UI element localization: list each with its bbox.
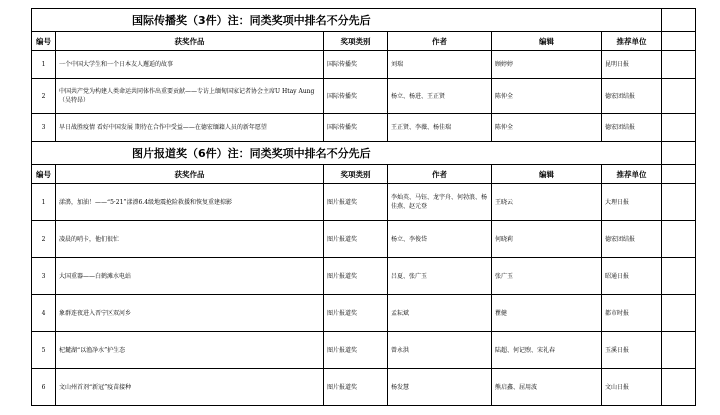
col-header-category: 奖项类别 bbox=[324, 165, 388, 184]
blank-cell bbox=[662, 9, 696, 32]
awards-sheet bbox=[31, 8, 695, 406]
row-category: 图片报道奖 bbox=[324, 332, 388, 369]
blank-cell bbox=[662, 51, 696, 79]
col-header-author: 作者 bbox=[388, 32, 492, 51]
row-editor: 张广玉 bbox=[492, 258, 602, 295]
blank-cell bbox=[662, 165, 696, 184]
row-unit: 德宏团结报 bbox=[602, 221, 662, 258]
row-no: 2 bbox=[32, 221, 56, 258]
row-work: 凌晨的哨卡，他们很忙 bbox=[56, 221, 324, 258]
row-editor: 瞿健 bbox=[492, 295, 602, 332]
col-header-no: 编号 bbox=[32, 32, 56, 51]
col-header-work: 获奖作品 bbox=[56, 32, 324, 51]
row-category: 图片报道奖 bbox=[324, 221, 388, 258]
row-unit: 文山日报 bbox=[602, 369, 662, 406]
row-editor: 顾婷婷 bbox=[492, 51, 602, 79]
col-header-unit: 推荐单位 bbox=[602, 165, 662, 184]
row-category: 国际传播奖 bbox=[324, 79, 388, 114]
row-work: 中国共产党为构建人类命运共同体作出重要贡献——专访上缅甸国家记者协会主席U Htay Aung（吴特昂） bbox=[56, 79, 324, 114]
row-author: 李灿英、马钰、龙宇舟、何勃浪、杨佳燕、赵元登 bbox=[388, 184, 492, 221]
blank-cell bbox=[662, 369, 696, 406]
row-editor: 陈仲全 bbox=[492, 79, 602, 114]
blank-cell bbox=[662, 221, 696, 258]
blank-cell bbox=[662, 142, 696, 165]
row-unit: 大理日报 bbox=[602, 184, 662, 221]
row-no: 1 bbox=[32, 51, 56, 79]
row-no: 3 bbox=[32, 258, 56, 295]
blank-cell bbox=[662, 332, 696, 369]
blank-cell bbox=[662, 79, 696, 114]
row-author: 杨发慧 bbox=[388, 369, 492, 406]
table-row bbox=[32, 221, 696, 258]
col-header-author: 作者 bbox=[388, 165, 492, 184]
col-header-editor: 编辑 bbox=[492, 165, 602, 184]
row-author: 王正贤、李薇、杨佳瑞 bbox=[388, 114, 492, 142]
row-work: 大国重器——白鹤滩水电站 bbox=[56, 258, 324, 295]
row-no: 1 bbox=[32, 184, 56, 221]
table-row bbox=[32, 332, 696, 369]
section2-header-row bbox=[32, 165, 696, 184]
row-editor: 熊启鑫、屈用波 bbox=[492, 369, 602, 406]
row-work: 早日战胜疫情 看好中国发展 期待在合作中受益——在德宏缅籍人员的新年愿望 bbox=[56, 114, 324, 142]
row-editor: 何晓莉 bbox=[492, 221, 602, 258]
row-editor: 陆超、何记煦、宋礼春 bbox=[492, 332, 602, 369]
row-category: 图片报道奖 bbox=[324, 295, 388, 332]
table-row bbox=[32, 369, 696, 406]
row-no: 5 bbox=[32, 332, 56, 369]
section1-title-row bbox=[32, 9, 696, 32]
col-header-work: 获奖作品 bbox=[56, 165, 324, 184]
row-author: 孟耘斌 bbox=[388, 295, 492, 332]
section1-header-row bbox=[32, 32, 696, 51]
table-row bbox=[32, 79, 696, 114]
blank-cell bbox=[662, 258, 696, 295]
row-no: 4 bbox=[32, 295, 56, 332]
row-no: 2 bbox=[32, 79, 56, 114]
row-category: 图片报道奖 bbox=[324, 184, 388, 221]
row-editor: 王晓云 bbox=[492, 184, 602, 221]
row-author: 杨立、杨进、王正贤 bbox=[388, 79, 492, 114]
table-row bbox=[32, 295, 696, 332]
section1-title: 国际传播奖（3件）注：同类奖项中排名不分先后 bbox=[32, 9, 662, 32]
row-editor: 陈仲全 bbox=[492, 114, 602, 142]
row-author: 曾永洪 bbox=[388, 332, 492, 369]
blank-cell bbox=[662, 295, 696, 332]
table-row bbox=[32, 51, 696, 79]
row-no: 6 bbox=[32, 369, 56, 406]
row-unit: 昆明日报 bbox=[602, 51, 662, 79]
row-unit: 德宏团结报 bbox=[602, 79, 662, 114]
row-unit: 玉溪日报 bbox=[602, 332, 662, 369]
row-work: 一个中国大学生和一个日本友人邂逅的故事 bbox=[56, 51, 324, 79]
col-header-unit: 推荐单位 bbox=[602, 32, 662, 51]
col-header-no: 编号 bbox=[32, 165, 56, 184]
row-work: 杞麓湖“以渔净水”护生态 bbox=[56, 332, 324, 369]
row-unit: 昭通日报 bbox=[602, 258, 662, 295]
row-work: 象群连夜进入晋宁区双河乡 bbox=[56, 295, 324, 332]
blank-cell bbox=[662, 114, 696, 142]
row-category: 国际传播奖 bbox=[324, 51, 388, 79]
row-category: 图片报道奖 bbox=[324, 258, 388, 295]
section2-title-row bbox=[32, 142, 696, 165]
col-header-editor: 编辑 bbox=[492, 32, 602, 51]
row-work: 漾濞，加油！——“5·21”漾濞6.4级地震抢险救援和恢复重建掠影 bbox=[56, 184, 324, 221]
row-author: 吕夏、张广玉 bbox=[388, 258, 492, 295]
blank-cell bbox=[662, 32, 696, 51]
row-author: 刘瑞 bbox=[388, 51, 492, 79]
row-unit: 德宏团结报 bbox=[602, 114, 662, 142]
table-row bbox=[32, 258, 696, 295]
table-row bbox=[32, 184, 696, 221]
section2-title: 图片报道奖（6件）注：同类奖项中排名不分先后 bbox=[32, 142, 662, 165]
row-category: 图片报道奖 bbox=[324, 369, 388, 406]
row-no: 3 bbox=[32, 114, 56, 142]
col-header-category: 奖项类别 bbox=[324, 32, 388, 51]
row-category: 国际传播奖 bbox=[324, 114, 388, 142]
blank-cell bbox=[662, 184, 696, 221]
row-unit: 都市时报 bbox=[602, 295, 662, 332]
awards-table bbox=[31, 8, 696, 406]
table-row bbox=[32, 114, 696, 142]
row-author: 杨立、李俊岱 bbox=[388, 221, 492, 258]
row-work: 文山州首剂“新冠”疫苗接种 bbox=[56, 369, 324, 406]
